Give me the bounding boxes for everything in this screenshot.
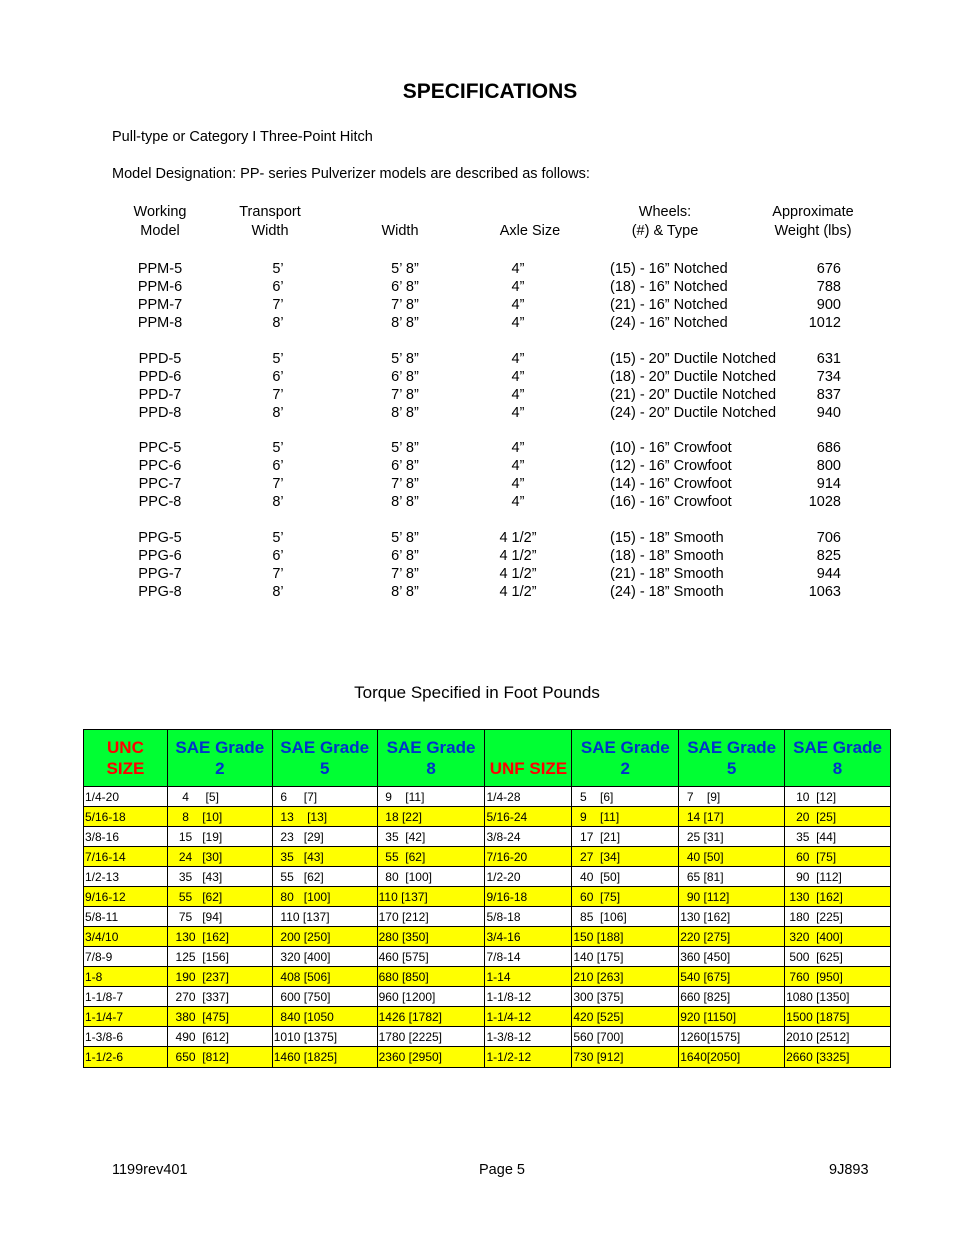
spec-model: PPC-5 [138,440,182,456]
spec-model: PPC-7 [138,476,182,492]
spec-width: 8’ 8” [391,405,419,421]
spec-width: 5’ 8” [391,351,419,367]
torque-cell: 1426 [1782] [377,1007,485,1027]
torque-cell: 60 [75] [572,887,679,907]
torque-cell: 6 [7] [272,787,377,807]
torque-cell: 10 [12] [785,787,891,807]
spec-transport-width: 5’ [272,351,284,367]
torque-cell: 5 [6] [572,787,679,807]
spec-weight: 631 [816,351,841,367]
torque-cell: 1780 [2225] [377,1027,485,1047]
torque-cell: 3/4-16 [485,927,572,947]
torque-cell: 1-1/2-12 [485,1047,572,1068]
torque-header-line1: SAE Grade [580,738,670,757]
spec-width: 8’ 8” [391,494,419,510]
torque-cell: 5/16-24 [485,807,572,827]
torque-cell: 23 [29] [272,827,377,847]
spec-transport-width: 8’ [272,405,284,421]
spec-model: PPM-7 [137,297,183,313]
spec-weight: 825 [816,548,841,564]
spec-wheels: (24) - 16” Notched [610,315,728,331]
torque-cell: 140 [175] [572,947,679,967]
torque-header-line1: SAE Grade [386,738,476,757]
torque-cell: 1/2-13 [84,867,168,887]
spec-model: PPD-5 [138,351,182,367]
header-working: Working [133,204,187,220]
spec-transport-width: 6’ [272,369,284,385]
torque-cell: 110 [137] [377,887,485,907]
torque-caption: Torque Specified in Foot Pounds [354,683,600,702]
spec-weight: 676 [816,261,841,277]
spec-weight: 900 [816,297,841,313]
header-approximate: Approximate [772,204,854,220]
torque-cell: 8 [10] [167,807,272,827]
torque-cell: 24 [30] [167,847,272,867]
torque-cell: 1-14 [485,967,572,987]
spec-axle-size: 4 1/2” [499,584,537,600]
spec-wheels: (15) - 16” Notched [610,261,728,277]
spec-axle-size: 4” [511,279,525,295]
torque-cell: 280 [350] [377,927,485,947]
torque-cell: 35 [43] [272,847,377,867]
spec-width: 5’ 8” [391,530,419,546]
torque-row [84,947,891,967]
torque-cell: 55 [62] [377,847,485,867]
torque-cell: 1-1/2-6 [84,1047,168,1068]
torque-cell: 13 [13] [272,807,377,827]
torque-cell: 55 [62] [167,887,272,907]
header-wheels: Wheels: [638,204,692,220]
torque-cell: 660 [825] [679,987,785,1007]
torque-cell: 1260[1575] [679,1027,785,1047]
torque-cell: 190 [237] [167,967,272,987]
torque-cell: 55 [62] [272,867,377,887]
torque-cell: 1/4-28 [485,787,572,807]
spec-wheels: (21) - 20” Ductile Notched [610,387,777,403]
torque-row [84,907,891,927]
spec-transport-width: 8’ [272,584,284,600]
footer-part-number: 9J893 [829,1162,869,1178]
spec-model: PPG-7 [138,566,182,582]
torque-cell: 408 [506] [272,967,377,987]
torque-cell: 75 [94] [167,907,272,927]
spec-wheels: (21) - 18” Smooth [610,566,724,582]
spec-transport-width: 7’ [272,476,284,492]
spec-wheels: (15) - 20” Ductile Notched [610,351,777,367]
torque-cell: 2360 [2950] [377,1047,485,1068]
spec-wheels: (18) - 16” Notched [610,279,728,295]
spec-transport-width: 5’ [272,530,284,546]
torque-row [84,887,891,907]
spec-axle-size: 4” [511,458,525,474]
torque-cell: 40 [50] [679,847,785,867]
torque-row [84,827,891,847]
torque-cell: 20 [25] [785,807,891,827]
torque-cell: 220 [275] [679,927,785,947]
torque-body [84,787,891,1068]
torque-header-cell [785,730,891,787]
torque-header-line2: 8 [832,759,843,778]
torque-cell: 7/16-20 [485,847,572,867]
torque-header-cell [272,730,377,787]
spec-model: PPG-8 [138,584,182,600]
torque-cell: 3/8-24 [485,827,572,847]
spec-axle-size: 4” [511,369,525,385]
torque-row [84,927,891,947]
spec-wheels: (16) - 16” Crowfoot [610,494,732,510]
torque-cell: 380 [475] [167,1007,272,1027]
spec-axle-size: 4” [511,476,525,492]
torque-cell: 1-3/8-12 [485,1027,572,1047]
spec-weight: 837 [816,387,841,403]
torque-header-cell [167,730,272,787]
torque-cell: 680 [850] [377,967,485,987]
torque-cell: 2660 [3325] [785,1047,891,1068]
torque-cell: 5/8-18 [485,907,572,927]
spec-weight: 788 [816,279,841,295]
header-transport-width: Width [251,223,289,239]
torque-cell: 80 [100] [272,887,377,907]
header-axle-size: Axle Size [499,223,561,239]
spec-transport-width: 6’ [272,458,284,474]
torque-cell: 110 [137] [272,907,377,927]
torque-cell: 35 [44] [785,827,891,847]
torque-cell: 500 [625] [785,947,891,967]
torque-cell: 540 [675] [679,967,785,987]
spec-transport-width: 7’ [272,566,284,582]
spec-wheels: (24) - 18” Smooth [610,584,724,600]
spec-weight: 734 [816,369,841,385]
spec-weight: 686 [816,440,841,456]
torque-header-line1 [485,737,571,758]
torque-cell: 90 [112] [679,887,785,907]
torque-cell: 1460 [1825] [272,1047,377,1068]
spec-weight: 1012 [808,315,841,331]
spec-wheels: (24) - 20” Ductile Notched [610,405,777,421]
spec-wheels: (21) - 16” Notched [610,297,728,313]
spec-axle-size: 4” [511,440,525,456]
torque-cell: 210 [263] [572,967,679,987]
spec-width: 7’ 8” [391,387,419,403]
spec-width: 8’ 8” [391,315,419,331]
torque-header-line2: 5 [726,759,737,778]
torque-cell: 150 [188] [572,927,679,947]
spec-axle-size: 4” [511,315,525,331]
torque-header-line1: SAE Grade [280,738,370,757]
torque-cell: 7/16-14 [84,847,168,867]
torque-cell: 1010 [1375] [272,1027,377,1047]
spec-axle-size: 4 1/2” [499,566,537,582]
torque-cell: 1/2-20 [485,867,572,887]
torque-cell: 125 [156] [167,947,272,967]
spec-model: PPM-5 [137,261,183,277]
header-weight: Weight (lbs) [774,223,852,239]
torque-cell: 320 [400] [785,927,891,947]
spec-axle-size: 4 1/2” [499,530,537,546]
torque-cell: 1-3/8-6 [84,1027,168,1047]
torque-cell: 600 [750] [272,987,377,1007]
spec-axle-size: 4” [511,297,525,313]
spec-transport-width: 6’ [272,548,284,564]
spec-model: PPG-5 [138,530,182,546]
torque-row [84,987,891,1007]
spec-wheels: (14) - 16” Crowfoot [610,476,732,492]
torque-cell: 960 [1200] [377,987,485,1007]
spec-transport-width: 6’ [272,279,284,295]
torque-header-line2: 5 [319,759,330,778]
spec-model: PPM-8 [137,315,183,331]
spec-axle-size: 4” [511,351,525,367]
torque-cell: 300 [375] [572,987,679,1007]
torque-cell: 1080 [1350] [785,987,891,1007]
torque-cell: 27 [34] [572,847,679,867]
torque-table [83,729,891,1068]
torque-cell: 170 [212] [377,907,485,927]
spec-axle-size: 4” [511,387,525,403]
torque-cell: 490 [612] [167,1027,272,1047]
footer-page-number: Page 5 [479,1162,525,1178]
torque-cell: 9 [11] [377,787,485,807]
header-transport: Transport [239,204,301,220]
spec-axle-size: 4” [511,405,525,421]
spec-width: 6’ 8” [391,458,419,474]
torque-cell: 1-1/8-12 [485,987,572,1007]
torque-header-cell [485,730,572,787]
spec-wheels: (18) - 18” Smooth [610,548,724,564]
spec-width: 7’ 8” [391,297,419,313]
torque-cell: 270 [337] [167,987,272,1007]
torque-cell: 200 [250] [272,927,377,947]
torque-row [84,847,891,867]
spec-weight: 914 [816,476,841,492]
spec-transport-width: 7’ [272,297,284,313]
torque-cell: 25 [31] [679,827,785,847]
spec-weight: 940 [816,405,841,421]
torque-cell: 9/16-12 [84,887,168,907]
page-title: SPECIFICATIONS [402,80,578,103]
torque-cell: 2010 [2512] [785,1027,891,1047]
torque-cell: 85 [106] [572,907,679,927]
spec-transport-width: 5’ [272,440,284,456]
torque-cell: 35 [42] [377,827,485,847]
torque-row [84,1007,891,1027]
torque-cell: 1640[2050] [679,1047,785,1068]
torque-header-line1: SAE Grade [175,738,265,757]
spec-width: 5’ 8” [391,440,419,456]
torque-cell: 130 [162] [785,887,891,907]
torque-cell: 360 [450] [679,947,785,967]
spec-model: PPM-6 [137,279,183,295]
torque-cell: 60 [75] [785,847,891,867]
spec-width: 6’ 8” [391,279,419,295]
torque-header-line2: 2 [215,759,225,778]
spec-model: PPC-6 [138,458,182,474]
torque-cell: 760 [950] [785,967,891,987]
torque-cell: 9 [11] [572,807,679,827]
torque-header-cell [679,730,785,787]
spec-axle-size: 4” [511,494,525,510]
torque-cell: 1-8 [84,967,168,987]
torque-cell: 460 [575] [377,947,485,967]
torque-cell: 180 [225] [785,907,891,927]
spec-wheels: (10) - 16” Crowfoot [610,440,732,456]
torque-cell: 4 [5] [167,787,272,807]
torque-cell: 5/8-11 [84,907,168,927]
spec-model: PPG-6 [138,548,182,564]
spec-model: PPD-6 [138,369,182,385]
torque-cell: 15 [19] [167,827,272,847]
torque-cell: 3/8-16 [84,827,168,847]
spec-wheels: (18) - 20” Ductile Notched [610,369,777,385]
spec-transport-width: 5’ [272,261,284,277]
spec-weight: 944 [816,566,841,582]
torque-cell: 420 [525] [572,1007,679,1027]
torque-cell: 730 [912] [572,1047,679,1068]
torque-header-line1: SAE Grade [687,738,777,757]
torque-row [84,807,891,827]
spec-transport-width: 7’ [272,387,284,403]
torque-cell: 3/4/10 [84,927,168,947]
spec-model: PPD-8 [138,405,182,421]
torque-cell: 7/8-14 [485,947,572,967]
torque-cell: 1/4-20 [84,787,168,807]
spec-width: 6’ 8” [391,369,419,385]
torque-header-cell [377,730,485,787]
torque-header-line2: 2 [620,759,631,778]
torque-cell: 130 [162] [679,907,785,927]
torque-cell: 1-1/8-7 [84,987,168,1007]
spec-axle-size: 4 1/2” [499,548,537,564]
torque-header-cell [84,730,168,787]
torque-cell: 560 [700] [572,1027,679,1047]
spec-axle-size: 4” [511,261,525,277]
header-width: Width [381,223,419,239]
torque-row [84,787,891,807]
torque-cell: 130 [162] [167,927,272,947]
torque-header-row [84,730,891,787]
torque-cell: 9/16-18 [485,887,572,907]
spec-weight: 1028 [808,494,841,510]
torque-row [84,967,891,987]
spec-wheels: (15) - 18” Smooth [610,530,724,546]
header-wheels-type: (#) & Type [631,223,699,239]
spec-weight: 706 [816,530,841,546]
spec-wheels: (12) - 16” Crowfoot [610,458,732,474]
header-model: Model [140,223,180,239]
spec-width: 6’ 8” [391,548,419,564]
spec-width: 7’ 8” [391,476,419,492]
torque-cell: 7/8-9 [84,947,168,967]
torque-cell: 5/16-18 [84,807,168,827]
spec-model: PPC-8 [138,494,182,510]
torque-header-line2: UNF SIZE [489,759,568,778]
torque-cell: 1500 [1875] [785,1007,891,1027]
torque-header-line1: SAE Grade [793,738,882,757]
torque-row [84,867,891,887]
torque-header-line1: UNC [107,738,144,757]
hitch-type-text: Pull-type or Category I Three-Point Hitch [112,129,373,145]
torque-cell: 1-1/4-7 [84,1007,168,1027]
torque-cell: 840 [1050 [272,1007,377,1027]
torque-cell: 14 [17] [679,807,785,827]
torque-cell: 7 [9] [679,787,785,807]
spec-width: 7’ 8” [391,566,419,582]
torque-row [84,1047,891,1068]
spec-width: 5’ 8” [391,261,419,277]
spec-model: PPD-7 [138,387,182,403]
torque-cell: 35 [43] [167,867,272,887]
torque-cell: 90 [112] [785,867,891,887]
torque-cell: 17 [21] [572,827,679,847]
spec-width: 8’ 8” [391,584,419,600]
torque-cell: 80 [100] [377,867,485,887]
model-designation-text: Model Designation: PP- series Pulverizer models are described as follows: [112,166,590,182]
spec-weight: 1063 [808,584,841,600]
torque-cell: 650 [812] [167,1047,272,1068]
torque-cell: 920 [1150] [679,1007,785,1027]
spec-transport-width: 8’ [272,315,284,331]
torque-cell: 320 [400] [272,947,377,967]
torque-header-cell [572,730,679,787]
torque-cell: 40 [50] [572,867,679,887]
spec-transport-width: 8’ [272,494,284,510]
torque-row [84,1027,891,1047]
torque-cell: 18 [22] [377,807,485,827]
footer-doc-code: 1199rev401 [112,1162,188,1178]
torque-header-line2: SIZE [106,759,145,778]
torque-cell: 1-1/4-12 [485,1007,572,1027]
torque-cell: 65 [81] [679,867,785,887]
torque-header-line2: 8 [426,759,436,778]
spec-weight: 800 [816,458,841,474]
